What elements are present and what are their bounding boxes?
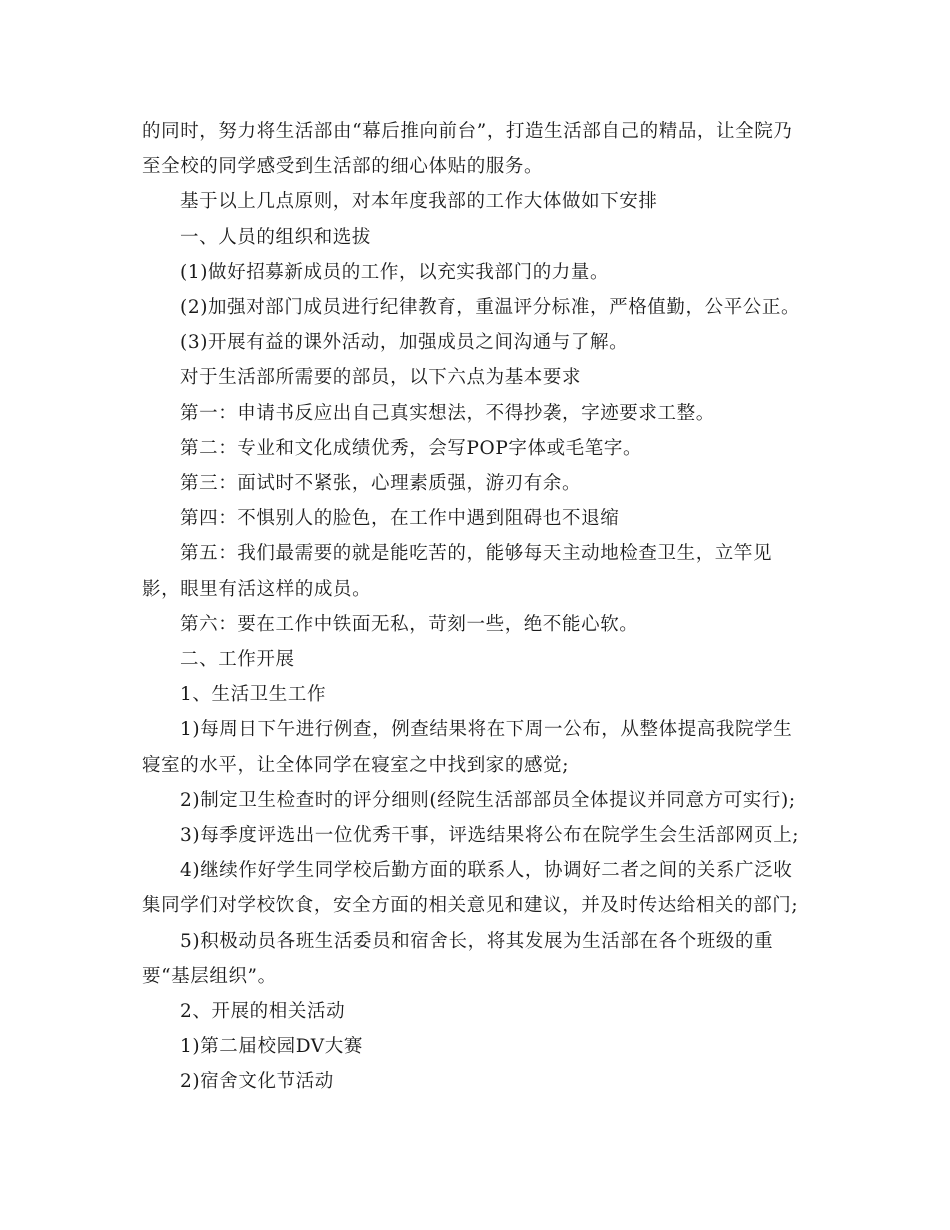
list-item: 4)继续作好学生同学校后勤方面的联系人，协调好二者之间的关系广泛收集同学们对学校饮食，安全方面的相关意见和建议，并及时传达给相关的部门;: [142, 860, 799, 917]
list-item: 2)宿舍文化节活动: [180, 1071, 334, 1093]
section-heading: 二、工作开展: [180, 649, 295, 671]
list-item: (3)开展有益的课外活动，加强成员之间沟通与了解。: [180, 332, 629, 354]
list-item: 第三：面试时不紧张，心理素质强，游刃有余。: [180, 473, 582, 495]
paragraph: 对于生活部所需要的部员，以下六点为基本要求: [180, 367, 582, 389]
list-item: (2)加强对部门成员进行纪律教育，重温评分标准，严格值勤，公平公正。: [180, 297, 801, 319]
section-heading: 一、人员的组织和选拔: [180, 226, 372, 248]
list-item: 2)制定卫生检查时的评分细则(经院生活部部员全体提议并同意方可实行);: [180, 789, 796, 811]
subsection-heading: 2、开展的相关活动: [180, 1001, 346, 1023]
subsection-heading: 1、生活卫生工作: [180, 684, 327, 706]
list-item: 第二：专业和文化成绩优秀，会写POP字体或毛笔字。: [180, 437, 643, 459]
list-item: 3)每季度评选出一位优秀干事，评选结果将公布在院学生会生活部网页上;: [180, 825, 800, 847]
list-item: 5)积极动员各班生活委员和宿舍长，将其发展为生活部在各个班级的重要“基层组织”。: [142, 930, 774, 987]
list-item: 第四：不惧别人的脸色，在工作中遇到阻碍也不退缩: [180, 508, 620, 530]
list-item: 第五：我们最需要的就是能吃苦的，能够每天主动地检查卫生，立竿见影，眼里有活这样的成员。: [142, 543, 773, 600]
list-item: 第一：申请书反应出自己真实想法，不得抄袭，字迹要求工整。: [180, 402, 715, 424]
list-item: 1)第二届校园DV大赛: [180, 1036, 363, 1058]
list-item: 1)每周日下午进行例查，例查结果将在下周一公布，从整体提高我院学生寝室的水平，让全体同学在寝室之中找到家的感觉;: [142, 719, 793, 776]
list-item: (1)做好招募新成员的工作，以充实我部门的力量。: [180, 261, 610, 283]
list-item: 第六：要在工作中铁面无私，苛刻一些，绝不能心软。: [180, 613, 639, 635]
paragraph: 基于以上几点原则，对本年度我部的工作大体做如下安排: [180, 191, 658, 213]
document-body: [142, 114, 807, 1100]
paragraph: 的同时，努力将生活部由“幕后推向前台”，打造生活部自己的精品，让全院乃至全校的同学感受到生活部的细心体贴的服务。: [142, 121, 793, 178]
